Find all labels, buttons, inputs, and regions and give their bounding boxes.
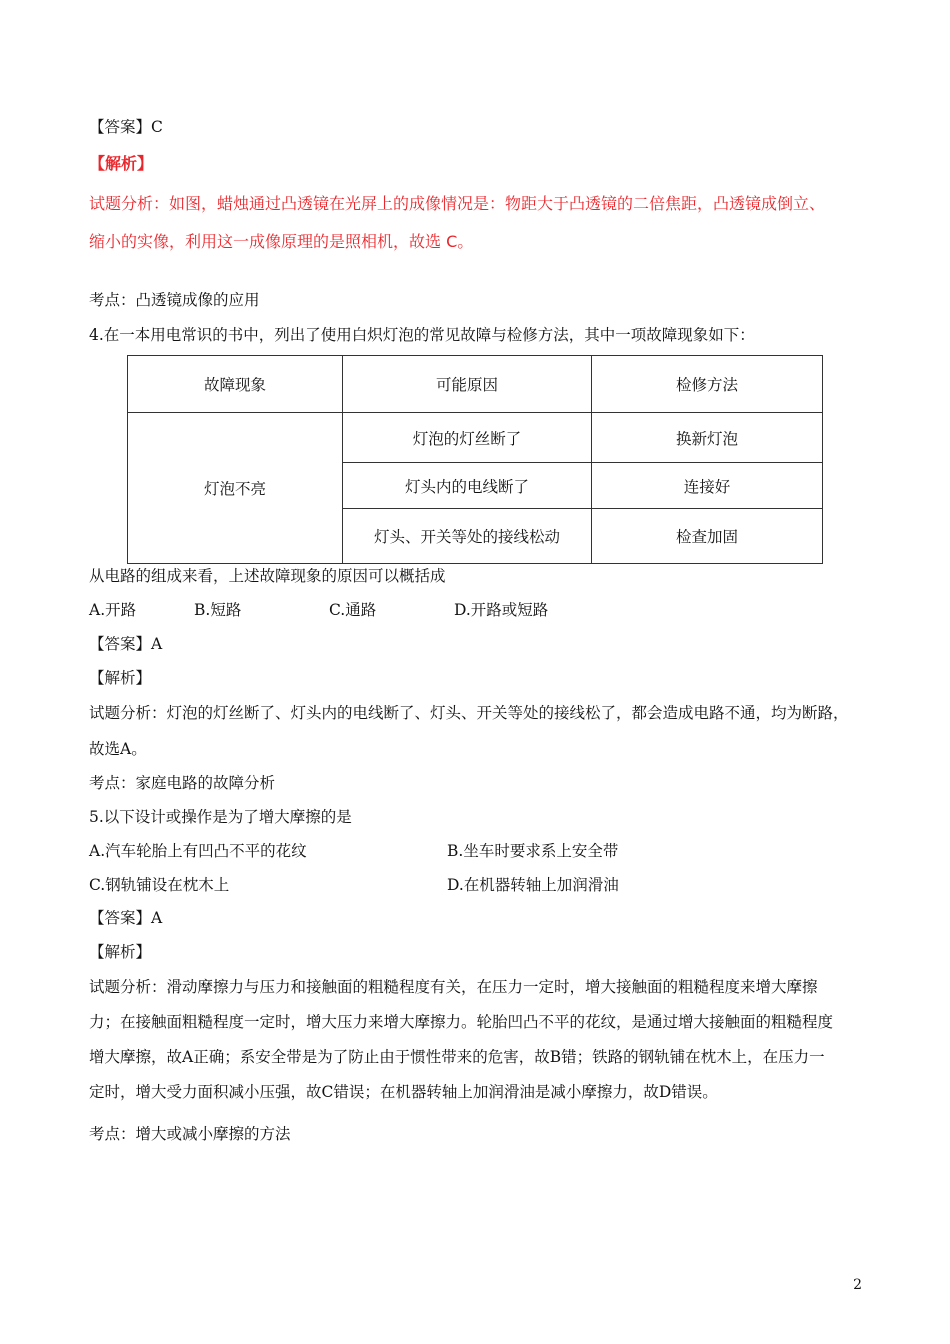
q3-analysis-line-2: 缩小的实像，利用这一成像原理的是照相机，故选 C。 <box>89 232 474 251</box>
q5-option-c: C.钢轨铺设在枕木上 <box>89 876 230 894</box>
q5-analysis-line-4: 定时，增大受力面积减小压强，故C错误；在机器转轴上加润滑油是减小摩擦力，故D错误。 <box>89 1083 718 1101</box>
q3-analysis-line-1: 试题分析：如图，蜡烛通过凸透镜在光屏上的成像情况是：物距大于凸透镜的二倍焦距，凸透镜成倒立、 <box>89 194 826 213</box>
header-method: 检修方法 <box>592 356 823 413</box>
method-cell: 换新灯泡 <box>592 413 823 463</box>
q5-analysis-line-2: 力；在接触面粗糙程度一定时，增大压力来增大摩擦力。轮胎凹凸不平的花纹，是通过增大接触面的粗糙程度 <box>89 1013 834 1031</box>
header-symptom: 故障现象 <box>128 356 343 413</box>
method-cell: 检查加固 <box>592 509 823 564</box>
fault-table <box>127 355 823 564</box>
q5-stem: 5.以下设计或操作是为了增大摩擦的是 <box>89 808 352 826</box>
q4-question: 从电路的组成来看，上述故障现象的原因可以概括成 <box>89 567 446 585</box>
cause-cell: 灯头、开关等处的接线松动 <box>343 509 592 564</box>
q5-option-b: B.坐车时要求系上安全带 <box>447 842 619 860</box>
q4-kaodian: 考点：家庭电路的故障分析 <box>89 774 276 792</box>
header-cause: 可能原因 <box>343 356 592 413</box>
q5-kaodian: 考点：增大或减小摩擦的方法 <box>89 1125 291 1143</box>
q5-option-d: D.在机器转轴上加润滑油 <box>447 876 619 894</box>
q4-option-d: D.开路或短路 <box>454 601 549 619</box>
q5-analysis-line-1: 试题分析：滑动摩擦力与压力和接触面的粗糙程度有关，在压力一定时，增大接触面的粗糙程度来增大摩擦 <box>89 978 818 996</box>
q3-answer: 【答案】C <box>89 118 163 136</box>
page-number: 2 <box>853 1277 862 1293</box>
q4-analysis-line-1: 试题分析：灯泡的灯丝断了、灯头内的电线断了、灯头、开关等处的接线松了，都会造成电路不通，均为断路， <box>89 704 849 722</box>
q3-analysis-label: 【解析】 <box>89 154 154 173</box>
method-cell: 连接好 <box>592 463 823 509</box>
symptom-cell: 灯泡不亮 <box>128 413 343 564</box>
q4-analysis-label: 【解析】 <box>89 669 152 687</box>
q3-kaodian: 考点：凸透镜成像的应用 <box>89 291 260 309</box>
cause-cell: 灯头内的电线断了 <box>343 463 592 509</box>
q4-answer: 【答案】A <box>89 635 163 653</box>
q4-option-c: C.通路 <box>329 601 377 619</box>
q5-answer: 【答案】A <box>89 909 163 927</box>
q4-analysis-line-2: 故选A。 <box>89 740 147 758</box>
q5-option-a: A.汽车轮胎上有凹凸不平的花纹 <box>89 842 307 860</box>
q4-stem: 4.在一本用电常识的书中，列出了使用白炽灯泡的常见故障与检修方法，其中一项故障现象如下： <box>89 326 755 344</box>
q5-analysis-line-3: 增大摩擦，故A正确；系安全带是为了防止由于惯性带来的危害，故B错；铁路的钢轨铺在枕木上，在压力一 <box>89 1048 825 1066</box>
q4-option-b: B.短路 <box>194 601 242 619</box>
q4-option-a: A.开路 <box>89 601 137 619</box>
q5-analysis-label: 【解析】 <box>89 943 152 961</box>
cause-cell: 灯泡的灯丝断了 <box>343 413 592 463</box>
